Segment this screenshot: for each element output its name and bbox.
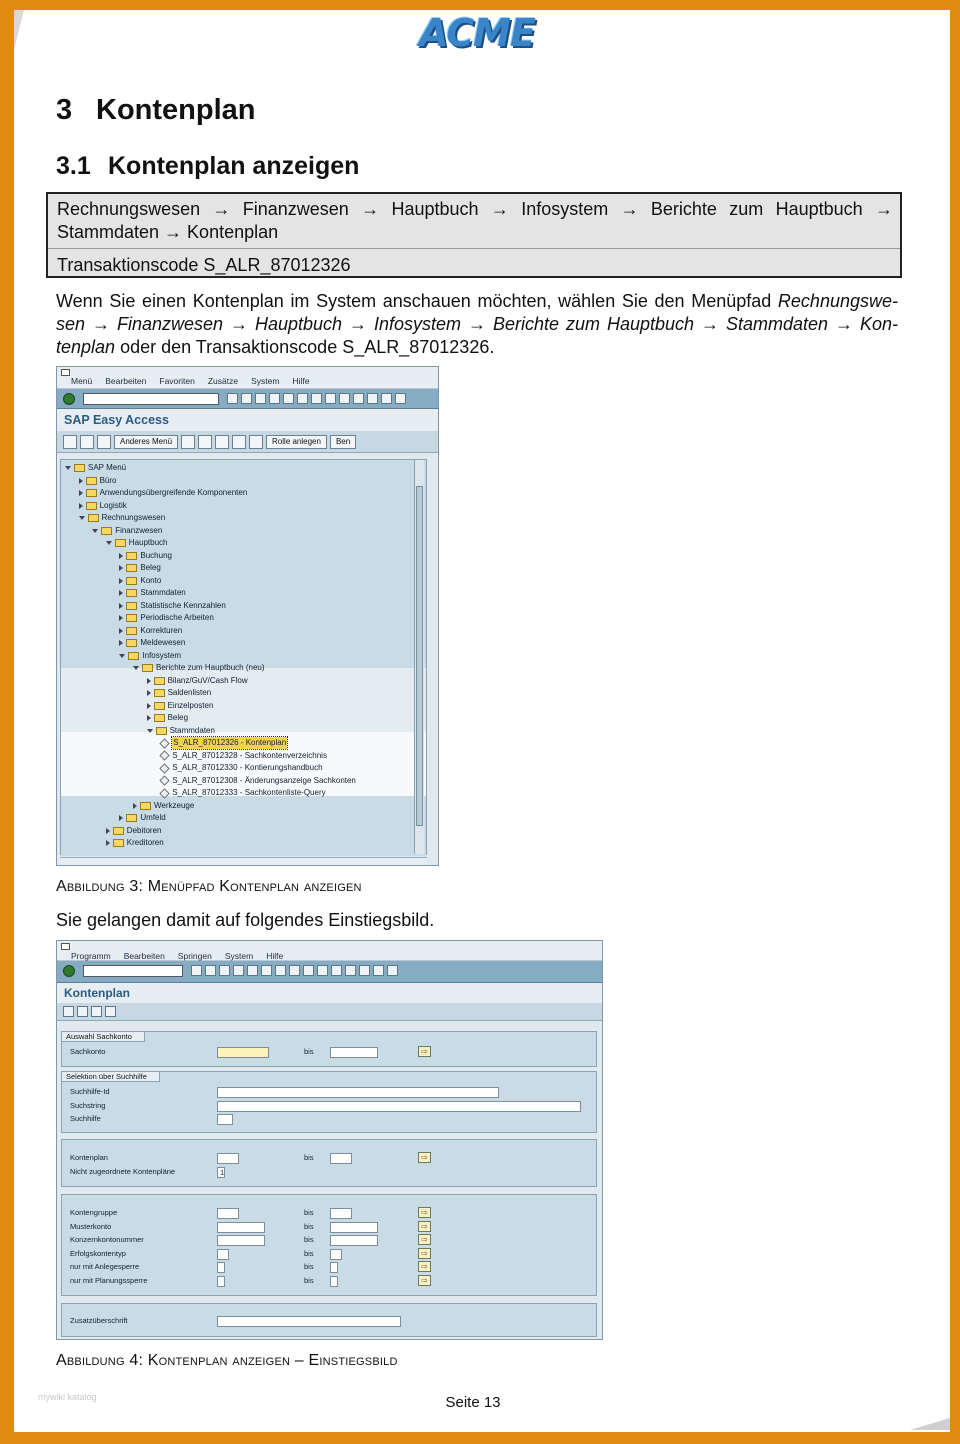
folder-icon — [126, 602, 137, 610]
shortcut-icon[interactable] — [395, 393, 406, 404]
menu-path-line-2: Stammdaten → Kontenplan — [57, 222, 279, 242]
folder-icon — [126, 614, 137, 622]
input-field[interactable]: 1 — [217, 1167, 225, 1178]
move-down-icon[interactable] — [232, 435, 246, 449]
range-to-label: bis — [304, 1235, 314, 1245]
multiple-selection-icon[interactable]: ⇨ — [418, 1275, 431, 1286]
group-title: Selektion über Suchhilfe — [62, 1072, 160, 1082]
menu-item[interactable]: Springen — [177, 951, 212, 961]
menu-item[interactable]: System — [224, 951, 254, 961]
form-row — [70, 1086, 595, 1098]
find-icon[interactable] — [261, 965, 272, 976]
tree-transaction-node[interactable] — [160, 762, 322, 774]
prev-page-icon[interactable] — [339, 393, 350, 404]
input-field[interactable] — [217, 1276, 225, 1287]
folder-icon — [126, 639, 137, 647]
acme-logo: ACME — [419, 11, 535, 55]
multiple-selection-icon[interactable]: ⇨ — [418, 1234, 431, 1245]
chapter-title: Kontenplan — [96, 94, 256, 126]
expand-icon[interactable] — [119, 565, 123, 571]
folder-icon — [126, 627, 137, 635]
print-icon[interactable] — [247, 965, 258, 976]
tree-node-label: S_ALR_87012333 - Sachkontenliste-Query — [172, 788, 326, 797]
info-icon[interactable] — [105, 1006, 116, 1017]
tree-node-label: Infosystem — [142, 650, 182, 660]
field-label: Sachkonto — [70, 1047, 106, 1056]
collapse-icon[interactable] — [65, 466, 71, 470]
tree-folder-node[interactable] — [147, 712, 188, 724]
range-to-label: bis — [304, 1276, 314, 1285]
page-number: Seite 13 — [445, 1394, 501, 1411]
expand-icon[interactable] — [119, 615, 123, 621]
group-additional-heading — [61, 1303, 597, 1337]
tree-transaction-node[interactable] — [160, 750, 327, 762]
form-row — [70, 1275, 595, 1287]
menu-item[interactable]: Bearbeiten — [123, 951, 165, 961]
tree-node-label: S_ALR_87012326 - Kontenplan — [173, 738, 287, 747]
menu-item[interactable]: Zusätze — [207, 376, 239, 386]
form-row — [70, 1234, 595, 1246]
group-search-help — [61, 1071, 597, 1133]
input-field-to[interactable] — [330, 1249, 342, 1260]
tree-transaction-node[interactable] — [160, 775, 356, 787]
expand-icon[interactable] — [106, 840, 110, 846]
menu-path-box — [46, 192, 902, 278]
tree-folder-node[interactable] — [119, 600, 225, 612]
back-icon[interactable] — [205, 965, 216, 976]
tree-folder-node[interactable] — [119, 575, 161, 587]
field-label: nur mit Anlegesperre — [70, 1262, 140, 1272]
folder-icon — [126, 577, 137, 585]
group-account-selection — [61, 1031, 597, 1067]
multiple-selection-icon[interactable]: ⇨ — [418, 1046, 431, 1057]
form-row — [70, 1207, 595, 1219]
tree-node-label: Korrekturen — [140, 625, 183, 635]
window-icon — [61, 369, 70, 376]
menu-item[interactable]: Hilfe — [266, 951, 284, 961]
transaction-icon — [160, 750, 170, 760]
tree-node-label: Kreditoren — [126, 838, 164, 847]
new-session-icon[interactable] — [345, 965, 356, 976]
execute-icon[interactable] — [63, 1006, 74, 1017]
field-label: Zusatzüberschrift — [70, 1316, 128, 1325]
first-page-icon[interactable] — [289, 965, 300, 976]
input-field-to[interactable] — [330, 1153, 352, 1164]
move-up-icon[interactable] — [249, 435, 263, 449]
tree-transaction-node[interactable] — [160, 737, 287, 749]
input-field[interactable] — [217, 1249, 229, 1260]
tree-folder-node[interactable] — [147, 725, 215, 737]
watermark: mywiki katalog — [38, 1392, 97, 1402]
tree-node-label: Werkzeuge — [154, 800, 195, 810]
expand-icon[interactable] — [119, 553, 123, 559]
tree-node-label: Buchung — [140, 550, 172, 560]
box-divider — [48, 248, 900, 249]
intro-paragraph — [56, 290, 898, 359]
save-icon[interactable] — [191, 965, 202, 976]
folder-open-icon — [115, 539, 126, 547]
tree-node-label: Statistische Kennzahlen — [140, 600, 226, 610]
sap-menu-bar — [57, 941, 602, 961]
tree-folder-node[interactable] — [119, 812, 165, 824]
range-to-label: bis — [304, 1248, 314, 1258]
folder-icon — [126, 814, 137, 822]
help-icon[interactable] — [373, 965, 384, 976]
expand-icon[interactable] — [147, 703, 151, 709]
tree-folder-node[interactable] — [79, 487, 248, 499]
folder-icon — [113, 827, 124, 835]
exit-icon[interactable] — [255, 393, 266, 404]
enter-icon[interactable] — [63, 965, 75, 977]
menu-item[interactable]: Menü — [71, 376, 93, 386]
expand-icon[interactable] — [79, 490, 83, 496]
collapse-icon[interactable] — [106, 541, 112, 545]
input-field[interactable] — [217, 1114, 233, 1125]
command-field[interactable] — [83, 965, 183, 977]
screen-title-bar — [57, 983, 602, 1003]
scroll-thumb[interactable] — [416, 486, 423, 826]
input-field-to[interactable] — [330, 1222, 378, 1233]
shortcut-icon[interactable] — [359, 965, 370, 976]
screen-title: SAP Easy Access — [64, 413, 169, 427]
find-next-icon[interactable] — [311, 393, 322, 404]
menu-item[interactable]: System — [251, 376, 280, 386]
folder-open-icon — [128, 652, 139, 660]
transaction-icon — [160, 763, 170, 773]
menu-item[interactable]: Hilfe — [292, 376, 310, 386]
transaction-icon — [160, 775, 170, 785]
expand-icon[interactable] — [147, 678, 151, 684]
group-account-attributes — [61, 1194, 597, 1296]
sap-standard-toolbar — [57, 389, 438, 409]
expand-icon[interactable] — [106, 828, 110, 834]
chapter-heading — [56, 94, 256, 127]
range-to-label: bis — [304, 1262, 314, 1272]
tree-node-label: Bilanz/GuV/Cash Flow — [167, 675, 248, 685]
form-row — [70, 1046, 595, 1058]
tree-folder-node[interactable] — [147, 675, 248, 687]
paragraph-line-1: Wenn Sie einen Kontenplan im System anschauen möchten, wählen Sie den Menüpfad Rechnungswe- — [56, 291, 898, 311]
assign-users-button[interactable]: Ben — [330, 435, 356, 449]
input-field-to[interactable] — [330, 1235, 378, 1246]
input-field[interactable] — [217, 1047, 269, 1058]
tree-folder-node[interactable] — [119, 637, 185, 649]
kontenplan-selection-screenshot — [56, 940, 603, 1340]
enter-icon[interactable] — [63, 393, 75, 405]
input-field[interactable] — [217, 1262, 225, 1273]
expand-icon[interactable] — [119, 578, 123, 584]
field-label: Suchstring — [70, 1100, 106, 1110]
chapter-number: 3 — [56, 94, 73, 126]
tree-folder-node[interactable] — [65, 462, 126, 474]
expand-icon[interactable] — [79, 503, 83, 509]
menu-tree — [60, 459, 427, 855]
prev-page-icon[interactable] — [303, 965, 314, 976]
expand-icon[interactable] — [147, 715, 151, 721]
range-to-label: bis — [304, 1153, 314, 1162]
other-menu-button[interactable]: Anderes Menü — [114, 435, 178, 449]
variant-icon[interactable] — [77, 1006, 88, 1017]
transaction-code-line: Transaktionscode S_ALR_87012326 — [57, 255, 351, 275]
first-page-icon[interactable] — [325, 393, 336, 404]
tree-folder-node[interactable] — [119, 612, 213, 624]
window-icon — [61, 943, 70, 950]
transaction-icon — [160, 738, 170, 748]
find-next-icon[interactable] — [275, 965, 286, 976]
tree-folder-node[interactable] — [119, 625, 182, 637]
folder-icon — [86, 477, 97, 485]
tree-node-label: S_ALR_87012328 - Sachkontenverzeichnis — [172, 750, 327, 760]
tree-folder-node[interactable] — [119, 550, 172, 562]
transition-sentence: Sie gelangen damit auf folgendes Einstiegsbild. — [56, 910, 435, 930]
exit-icon[interactable] — [219, 965, 230, 976]
input-field-to[interactable] — [330, 1276, 338, 1287]
folder-open-icon — [88, 514, 99, 522]
field-label: Suchhilfe-Id — [70, 1087, 110, 1096]
tree-node-label: Logistik — [99, 500, 127, 510]
last-page-icon[interactable] — [367, 393, 378, 404]
sap-easy-access-screenshot — [56, 366, 439, 866]
collapse-icon[interactable] — [147, 729, 153, 733]
folder-icon — [154, 702, 165, 710]
input-field[interactable] — [217, 1235, 265, 1246]
folder-icon — [86, 489, 97, 497]
tree-node-label: Berichte zum Hauptbuch (neu) — [156, 663, 265, 672]
page-curl-bottom-right — [910, 1418, 950, 1430]
folder-open-icon — [74, 464, 85, 472]
print-icon[interactable] — [283, 393, 294, 404]
input-field[interactable] — [217, 1316, 401, 1327]
form-row — [70, 1152, 595, 1164]
tree-node-label: Stammdaten — [169, 725, 215, 735]
tree-node-label: S_ALR_87012330 - Kontierungshandbuch — [172, 763, 323, 772]
field-label: Konzernkontonummer — [70, 1235, 144, 1245]
expand-icon[interactable] — [119, 640, 123, 646]
save-icon[interactable] — [227, 393, 238, 404]
figure-3-caption: Abbildung 3: Menüpfad Kontenplan anzeigen — [56, 878, 362, 895]
tree-folder-node[interactable] — [147, 687, 212, 699]
new-session-icon[interactable] — [381, 393, 392, 404]
cancel-icon[interactable] — [233, 965, 244, 976]
find-icon[interactable] — [297, 393, 308, 404]
tree-node-label: Büro — [99, 475, 117, 485]
tree-node-label: Beleg — [167, 713, 189, 722]
tree-node-label: Einzelposten — [167, 700, 214, 710]
input-field-to[interactable] — [330, 1208, 352, 1219]
vertical-scrollbar[interactable] — [414, 460, 424, 854]
tree-node-label: Finanzwesen — [115, 525, 163, 535]
paragraph-line-2: sen → Finanzwesen → Hauptbuch → Infosystem → Berichte zum Hauptbuch → Stammdaten → Kon- — [56, 314, 898, 334]
expand-icon[interactable] — [133, 803, 137, 809]
section-title: Kontenplan anzeigen — [108, 152, 360, 180]
tree-node-label: Konto — [140, 575, 162, 585]
tree-node-label: Anwendungsübergreifende Komponenten — [99, 488, 248, 497]
tree-node-label: Beleg — [140, 563, 161, 572]
last-page-icon[interactable] — [331, 965, 342, 976]
folder-icon — [86, 502, 97, 510]
field-label: Nicht zugeordnete Kontenpläne — [70, 1166, 176, 1176]
horizontal-scrollbar[interactable] — [60, 857, 427, 865]
tree-folder-node[interactable] — [119, 587, 185, 599]
section-heading — [56, 152, 359, 181]
create-role-button[interactable]: Rolle anlegen — [266, 435, 327, 449]
folder-open-icon — [101, 527, 112, 535]
change-favorite-icon[interactable] — [215, 435, 229, 449]
tree-folder-node[interactable] — [79, 500, 127, 512]
tree-folder-node[interactable] — [79, 475, 117, 487]
folder-open-icon — [156, 727, 167, 735]
tree-node-label: Umfeld — [140, 813, 166, 822]
back-icon[interactable] — [241, 393, 252, 404]
input-field[interactable] — [217, 1222, 265, 1233]
folder-icon — [154, 714, 165, 722]
tree-node-label: Stammdaten — [140, 588, 186, 597]
tree-folder-node[interactable] — [79, 512, 166, 524]
range-to-label: bis — [304, 1208, 314, 1217]
next-page-icon[interactable] — [317, 965, 328, 976]
business-workplace-icon[interactable] — [97, 435, 111, 449]
input-field[interactable] — [217, 1101, 581, 1112]
selection-options-icon[interactable] — [91, 1006, 102, 1017]
multiple-selection-icon[interactable]: ⇨ — [418, 1221, 431, 1232]
collapse-icon[interactable] — [133, 666, 139, 670]
tree-folder-node[interactable] — [133, 662, 265, 674]
tree-folder-node[interactable] — [92, 525, 162, 537]
folder-icon — [126, 589, 137, 597]
tree-node-label: Hauptbuch — [128, 538, 168, 547]
expand-icon[interactable] — [147, 690, 151, 696]
folder-icon — [126, 564, 137, 572]
form-row — [70, 1166, 595, 1178]
expand-icon[interactable] — [119, 590, 123, 596]
input-field[interactable] — [217, 1153, 239, 1164]
tree-folder-node[interactable] — [133, 800, 194, 812]
field-label: Erfolgskontentyp — [70, 1248, 126, 1258]
expand-icon[interactable] — [119, 603, 123, 609]
tree-folder-node[interactable] — [106, 537, 168, 549]
form-row — [70, 1221, 595, 1233]
tree-folder-node[interactable] — [106, 837, 164, 849]
folder-icon — [113, 839, 124, 847]
tree-node-label: SAP Menü — [88, 463, 127, 472]
field-label: Kontengruppe — [70, 1208, 118, 1217]
expand-icon[interactable] — [79, 478, 83, 484]
folder-icon — [126, 552, 137, 560]
collapse-icon[interactable] — [119, 654, 125, 658]
screen-title-bar — [57, 409, 438, 431]
folder-icon — [154, 689, 165, 697]
range-to-label: bis — [304, 1047, 314, 1056]
application-toolbar — [57, 1003, 602, 1021]
tree-node-label: S_ALR_87012308 - Änderungsanzeige Sachkonten — [172, 775, 356, 785]
menu-path-line-1: Rechnungswesen → Finanzwesen → Hauptbuch → Infosystem → Berichte zum Hauptbuch → — [57, 199, 893, 219]
expand-icon[interactable] — [119, 628, 123, 634]
transaction-icon — [160, 788, 170, 798]
input-field-to[interactable] — [330, 1047, 378, 1058]
page-curl-top-left — [14, 10, 24, 50]
add-favorite-icon[interactable] — [181, 435, 195, 449]
tree-folder-node[interactable] — [119, 650, 181, 662]
figure-4-caption: Abbildung 4: Kontenplan anzeigen – Einstiegsbild — [56, 1352, 398, 1369]
input-field[interactable] — [217, 1208, 239, 1219]
screen-title: Kontenplan — [64, 986, 130, 1000]
delete-favorite-icon[interactable] — [198, 435, 212, 449]
paragraph-line-3: tenplan oder den Transaktionscode S_ALR_87012326. — [56, 337, 495, 357]
tree-node-label: Meldewesen — [140, 638, 186, 647]
collapse-icon[interactable] — [79, 516, 85, 520]
form-row — [70, 1248, 595, 1260]
layout-icon[interactable] — [387, 965, 398, 976]
collapse-icon[interactable] — [92, 529, 98, 533]
next-page-icon[interactable] — [353, 393, 364, 404]
user-menu-icon[interactable] — [63, 435, 77, 449]
sap-standard-toolbar — [57, 961, 602, 983]
form-row — [70, 1315, 595, 1327]
cancel-icon[interactable] — [269, 393, 280, 404]
sap-menu-icon[interactable] — [80, 435, 94, 449]
expand-icon[interactable] — [119, 815, 123, 821]
field-label: Kontenplan — [70, 1153, 108, 1162]
multiple-selection-icon[interactable]: ⇨ — [418, 1152, 431, 1163]
input-field[interactable] — [217, 1087, 499, 1098]
tree-folder-node[interactable] — [106, 825, 162, 837]
folder-icon — [154, 677, 165, 685]
menu-item[interactable]: Bearbeiten — [105, 376, 147, 386]
folder-icon — [140, 802, 151, 810]
menu-item[interactable]: Favoriten — [159, 376, 195, 386]
group-title: Auswahl Sachkonto — [62, 1032, 145, 1042]
field-label: Musterkonto — [70, 1221, 112, 1231]
tree-node-label: Rechnungswesen — [101, 513, 166, 522]
input-field-to[interactable] — [330, 1262, 338, 1273]
field-label: nur mit Planungssperre — [70, 1276, 148, 1285]
section-number: 3.1 — [56, 152, 91, 180]
tree-transaction-node[interactable] — [160, 787, 325, 799]
multiple-selection-icon[interactable]: ⇨ — [418, 1207, 431, 1218]
tree-folder-node[interactable] — [147, 700, 214, 712]
menu-item[interactable]: Programm — [71, 951, 111, 961]
multiple-selection-icon[interactable]: ⇨ — [418, 1248, 431, 1259]
form-row — [70, 1261, 595, 1273]
range-to-label: bis — [304, 1221, 314, 1231]
field-label: Suchhilfe — [70, 1114, 101, 1123]
form-row — [70, 1113, 595, 1125]
form-row — [70, 1100, 595, 1112]
tree-folder-node[interactable] — [119, 562, 160, 574]
sap-menu-bar — [57, 367, 438, 389]
tree-node-label: Periodische Arbeiten — [140, 613, 214, 622]
folder-open-icon — [142, 664, 153, 672]
tree-node-label: Debitoren — [126, 825, 162, 835]
application-toolbar — [57, 431, 438, 453]
group-chart-of-accounts — [61, 1139, 597, 1187]
tree-node-label: Saldenlisten — [167, 688, 212, 697]
multiple-selection-icon[interactable]: ⇨ — [418, 1261, 431, 1272]
command-field[interactable] — [83, 393, 219, 405]
